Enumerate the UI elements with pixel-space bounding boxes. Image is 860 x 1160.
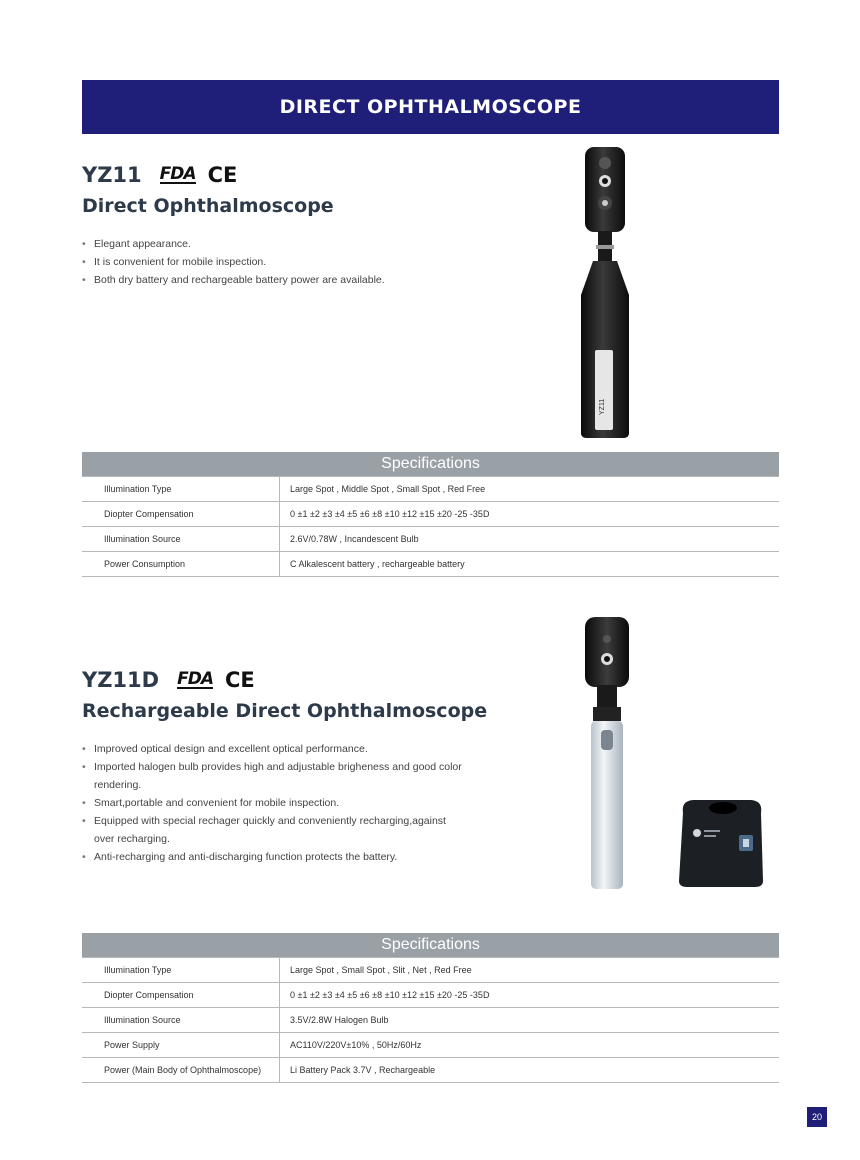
device-label: YZ11 — [599, 398, 606, 415]
spec-label: Power Consumption — [82, 552, 280, 577]
spec-value: 0 ±1 ±2 ±3 ±4 ±5 ±6 ±8 ±10 ±12 ±15 ±20 -25 -35D — [280, 502, 780, 527]
product-name: Rechargeable Direct Ophthalmoscope — [82, 700, 488, 722]
spec-table-title: Specifications — [82, 452, 779, 477]
spec-value: AC110V/220V±10% , 50Hz/60Hz — [280, 1033, 780, 1058]
spec-value: 3.5V/2.8W Halogen Bulb — [280, 1008, 780, 1033]
page-title-bar — [82, 80, 779, 134]
spec-label: Diopter Compensation — [82, 502, 280, 527]
spec-value: Li Battery Pack 3.7V , Rechargeable — [280, 1058, 780, 1083]
table-row — [82, 502, 779, 527]
table-row — [82, 552, 779, 577]
spec-label: Power (Main Body of Ophthalmoscope) — [82, 1058, 280, 1083]
model-row — [82, 668, 487, 692]
table-row — [82, 1033, 779, 1058]
page-title: DIRECT OPHTHALMOSCOPE — [279, 96, 582, 118]
spec-table-title: Specifications — [82, 933, 779, 958]
model-number: YZ11 — [82, 163, 142, 187]
certification-marks — [160, 163, 238, 187]
fda-logo: FDA — [177, 669, 213, 689]
table-row — [82, 477, 779, 502]
ce-mark: CE — [207, 163, 238, 187]
page-number: 20 — [807, 1107, 827, 1127]
feature-item: • It is convenient for mobile inspection. — [82, 253, 412, 271]
model-row — [82, 163, 412, 187]
feature-item: • Smart,portable and convenient for mobile inspection. — [82, 794, 462, 812]
spec-table-yz11d — [82, 933, 779, 1083]
spec-value: 2.6V/0.78W , Incandescent Bulb — [280, 527, 780, 552]
ce-mark: CE — [224, 668, 255, 692]
table-row — [82, 983, 779, 1008]
charger-image — [673, 795, 768, 890]
product-yz11d — [82, 668, 487, 866]
product-yz11 — [82, 163, 412, 289]
spec-value: Large Spot , Middle Spot , Small Spot , Red Free — [280, 477, 780, 502]
table-row — [82, 958, 779, 983]
spec-label: Power Supply — [82, 1033, 280, 1058]
feature-list — [82, 740, 462, 866]
ophthalmoscope-yz11d-image — [570, 615, 655, 895]
fda-logo: FDA — [159, 164, 196, 184]
certification-marks — [177, 668, 255, 692]
product-name: Direct Ophthalmoscope — [82, 195, 334, 217]
spec-table-yz11 — [82, 452, 779, 577]
table-row — [82, 527, 779, 552]
spec-label: Illumination Source — [82, 527, 280, 552]
spec-label: Illumination Type — [82, 958, 280, 983]
spec-value: C Alkalescent battery , rechargeable battery — [280, 552, 780, 577]
spec-value: Large Spot , Small Spot , Slit , Net , Red Free — [280, 958, 780, 983]
ophthalmoscope-yz11-image — [565, 145, 645, 440]
feature-item: • Equipped with special rechager quickly and conveniently recharging,against over recharging. — [82, 812, 462, 848]
feature-item: • Improved optical design and excellent optical performance. — [82, 740, 462, 758]
feature-item: • Both dry battery and rechargeable battery power are available. — [82, 271, 412, 289]
spec-value: 0 ±1 ±2 ±3 ±4 ±5 ±6 ±8 ±10 ±12 ±15 ±20 -25 -35D — [280, 983, 780, 1008]
feature-list — [82, 235, 412, 289]
feature-item: • Anti-recharging and anti-discharging function protects the battery. — [82, 848, 462, 866]
feature-item: • Elegant appearance. — [82, 235, 412, 253]
spec-label: Diopter Compensation — [82, 983, 280, 1008]
spec-label: Illumination Source — [82, 1008, 280, 1033]
table-row — [82, 1008, 779, 1033]
feature-item: • Imported halogen bulb provides high and adjustable brigheness and good color rendering. — [82, 758, 462, 794]
model-number: YZ11D — [82, 668, 160, 692]
table-row — [82, 1058, 779, 1083]
spec-label: Illumination Type — [82, 477, 280, 502]
